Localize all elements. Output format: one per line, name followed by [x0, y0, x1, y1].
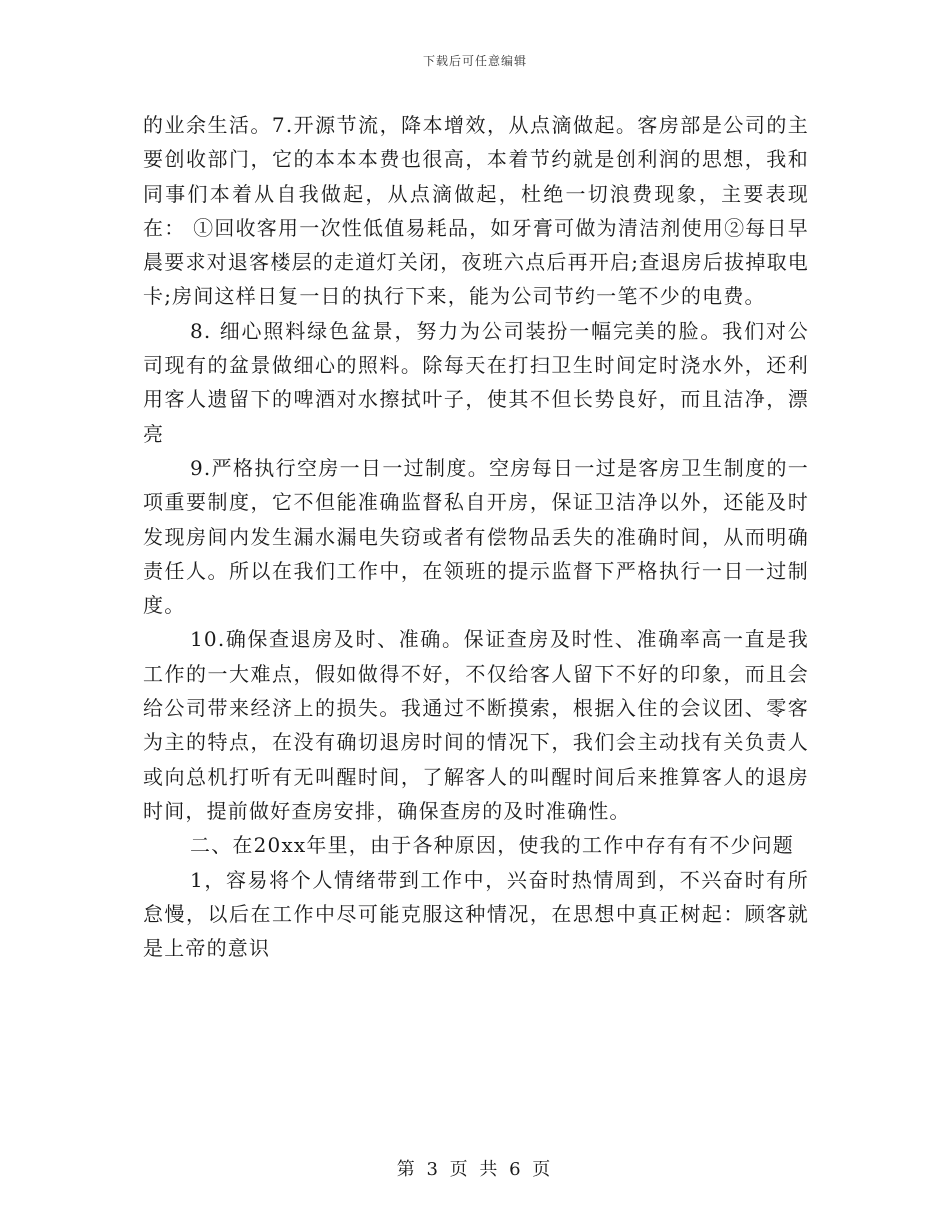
paragraph: 10.确保查退房及时、准确。保证查房及时性、准确率高一直是我工作的一大难点，假如做得不好，不仅给客人留下不好的印象，而且会给公司带来经济上的损失。我通过不断摸索，根据入住的会议团、零客为主的特点，在没有确切退房时间的情况下，我们会主动找有关负责人或向总机打听有无叫醒时间，了解客人的叫醒时间后来推算客人的退房时间，提前做好查房安排，确保查房的及时准确性。: [143, 627, 809, 823]
paragraph: 1，容易将个人情绪带到工作中，兴奋时热情周到，不兴奋时有所怠慢，以后在工作中尽可能克服这种情况，在思想中真正树起：顾客就是上帝的意识: [143, 867, 809, 961]
document-body: [143, 108, 809, 965]
paragraph: 的业余生活。7.开源节流，降本增效，从点滴做起。客房部是公司的主要创收部门，它的本本本费也很高，本着节约就是创利润的思想，我和同事们本着从自我做起，从点滴做起，杜绝一切浪费现象，主要表现在： ①回收客用一次性低值易耗品，如牙膏可做为清洁剂使用②每日早晨要求对退客楼层的走道灯关闭，夜班六点后再开启;查退房后拔掉取电卡;房间这样日复一日的执行下来，能为公司节约一笔不少的电费。: [143, 113, 809, 309]
section-heading: 二、在20xx年里，由于各种原因，使我的工作中存有有不少问题: [190, 833, 795, 858]
page-header: 下载后可任意编辑: [422, 54, 527, 68]
paragraph: 8. 细心照料绿色盆景，努力为公司装扮一幅完美的脸。我们对公司现有的盆景做细心的照料。除每天在打扫卫生时间定时浇水外，还利用客人遗留下的啤酒对水擦拭叶子，使其不但长势良好，而且洁净，漂亮: [143, 318, 809, 446]
paragraph: 9.严格执行空房一日一过制度。空房每日一过是客房卫生制度的一项重要制度，它不但能准确监督私自开房，保证卫洁净以外，还能及时发现房间内发生漏水漏电失窃或者有偿物品丢失的准确时间，从而明确责任人。所以在我们工作中，在领班的提示监督下严格执行一日一过制度。: [143, 455, 809, 618]
page-number: 第 3 页 共 6 页: [396, 1159, 554, 1180]
